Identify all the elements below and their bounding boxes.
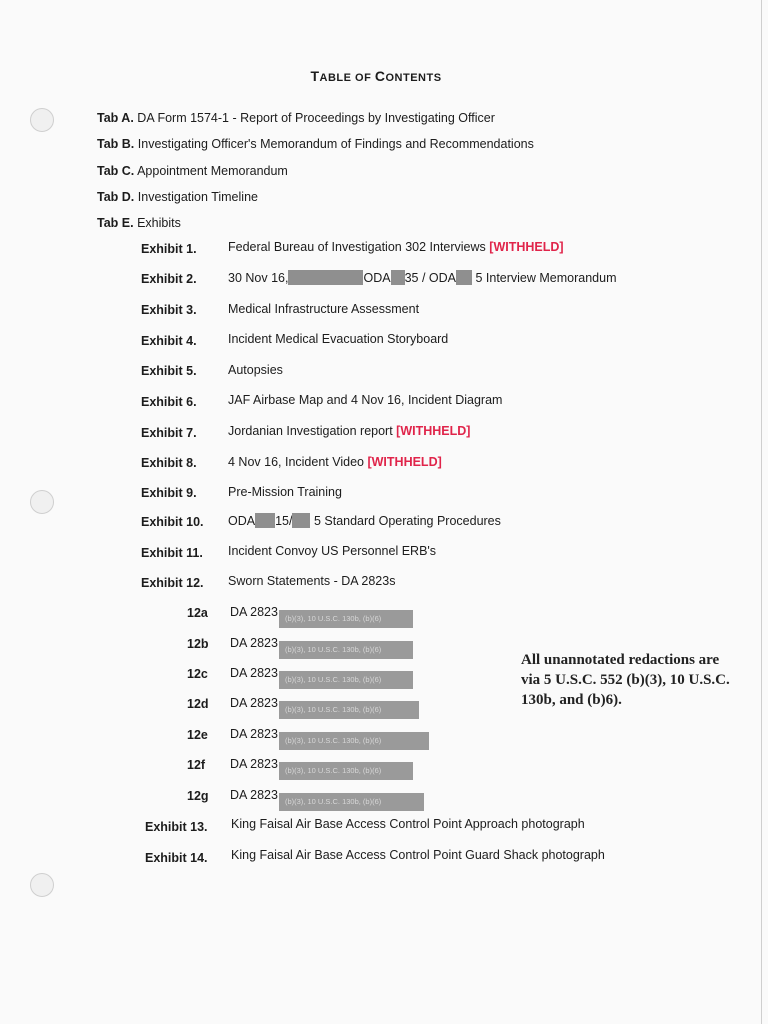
tab-b: Tab B. Investigating Officer's Memorandum of Findings and Recommendations (97, 137, 534, 151)
exhibit-7-desc: Jordanian Investigation report [WITHHELD] (228, 424, 471, 438)
binder-hole-top (30, 108, 54, 132)
sub-item-12e-desc: DA 2823 (b)(3), 10 U.S.C. 130b, (b)(6) (230, 727, 429, 750)
exhibit-10-label: Exhibit 10. (141, 515, 204, 529)
exhibit-11-desc: Incident Convoy US Personnel ERB's (228, 544, 437, 558)
exhibit-9-desc: Pre-Mission Training (228, 485, 342, 499)
exhibit-9-label: Exhibit 9. (141, 486, 197, 500)
redaction-box: (b)(3), 10 U.S.C. 130b, (b)(6) (279, 610, 413, 628)
exhibit-12-desc: Sworn Statements - DA 2823s (228, 574, 396, 588)
tab-c: Tab C. Appointment Memorandum (97, 164, 288, 178)
sub-item-12c-label: 12c (187, 667, 208, 681)
exhibit-7-label: Exhibit 7. (141, 426, 197, 440)
exhibit-4-desc: Incident Medical Evacuation Storyboard (228, 332, 449, 346)
redaction-note: All unannotated redactions are via 5 U.S.C. 552 (b)(3), 10 U.S.C. 130b, and (b)6). (521, 652, 730, 708)
redaction-block (292, 513, 310, 528)
sub-item-12f-label: 12f (187, 758, 206, 772)
sub-item-12d-label: 12d (187, 697, 209, 711)
sub-item-12a-desc: DA 2823 (b)(3), 10 U.S.C. 130b, (b)(6) (230, 605, 413, 628)
redaction-box: (b)(3), 10 U.S.C. 130b, (b)(6) (279, 671, 413, 689)
exhibit-14-label: Exhibit 14. (145, 851, 208, 865)
exhibit-8-label: Exhibit 8. (141, 456, 197, 470)
sub-item-12a-label: 12a (187, 606, 208, 620)
exhibit-5-desc: Autopsies (228, 363, 283, 377)
page-edge (761, 0, 762, 1024)
binder-hole-middle (30, 490, 54, 514)
tab-a: Tab A. DA Form 1574-1 - Report of Proceedings by Investigating Officer (97, 111, 495, 125)
sub-item-12d-desc: DA 2823 (b)(3), 10 U.S.C. 130b, (b)(6) (230, 696, 419, 719)
exhibit-14-desc: King Faisal Air Base Access Control Point Guard Shack photograph (231, 848, 605, 862)
sub-item-12g-desc: DA 2823 (b)(3), 10 U.S.C. 130b, (b)(6) (230, 788, 424, 811)
page-title: TABLE OF CONTENTS (310, 68, 442, 84)
sub-item-12c-desc: DA 2823 (b)(3), 10 U.S.C. 130b, (b)(6) (230, 666, 413, 689)
exhibit-1-desc: Federal Bureau of Investigation 302 Interviews [WITHHELD] (228, 240, 564, 254)
exhibit-4-label: Exhibit 4. (141, 334, 197, 348)
sub-item-12b-desc: DA 2823 (b)(3), 10 U.S.C. 130b, (b)(6) (230, 636, 413, 659)
redaction-block (391, 270, 405, 285)
exhibit-13-label: Exhibit 13. (145, 820, 208, 834)
redaction-box: (b)(3), 10 U.S.C. 130b, (b)(6) (279, 762, 413, 780)
redaction-box: (b)(3), 10 U.S.C. 130b, (b)(6) (279, 701, 419, 719)
exhibit-12-label: Exhibit 12. (141, 576, 204, 590)
sub-item-12e-label: 12e (187, 728, 208, 742)
sub-item-12g-label: 12g (187, 789, 209, 803)
exhibit-10-desc: ODA 15/ 5 Standard Operating Procedures (228, 514, 501, 528)
redaction-block (288, 270, 363, 285)
redaction-block (456, 270, 472, 285)
sub-item-12f-desc: DA 2823 (b)(3), 10 U.S.C. 130b, (b)(6) (230, 757, 413, 780)
exhibit-5-label: Exhibit 5. (141, 364, 197, 378)
exhibit-6-desc: JAF Airbase Map and 4 Nov 16, Incident Diagram (228, 393, 503, 407)
sub-item-12b-label: 12b (187, 637, 209, 651)
tab-d: Tab D. Investigation Timeline (97, 190, 258, 204)
redaction-block (255, 513, 275, 528)
redaction-box: (b)(3), 10 U.S.C. 130b, (b)(6) (279, 793, 424, 811)
binder-hole-bottom (30, 873, 54, 897)
redaction-box: (b)(3), 10 U.S.C. 130b, (b)(6) (279, 641, 413, 659)
exhibit-1-label: Exhibit 1. (141, 242, 197, 256)
tab-e: Tab E. Exhibits (97, 216, 181, 230)
exhibit-3-label: Exhibit 3. (141, 303, 197, 317)
exhibit-2-desc: 30 Nov 16, ODA 35 / ODA 5 Interview Memorandum (228, 271, 617, 285)
exhibit-2-label: Exhibit 2. (141, 272, 197, 286)
exhibit-13-desc: King Faisal Air Base Access Control Point Approach photograph (231, 817, 585, 831)
exhibit-3-desc: Medical Infrastructure Assessment (228, 302, 420, 316)
exhibit-11-label: Exhibit 11. (141, 546, 203, 560)
redaction-box: (b)(3), 10 U.S.C. 130b, (b)(6) (279, 732, 429, 750)
exhibit-8-desc: 4 Nov 16, Incident Video [WITHHELD] (228, 455, 442, 469)
exhibit-6-label: Exhibit 6. (141, 395, 197, 409)
